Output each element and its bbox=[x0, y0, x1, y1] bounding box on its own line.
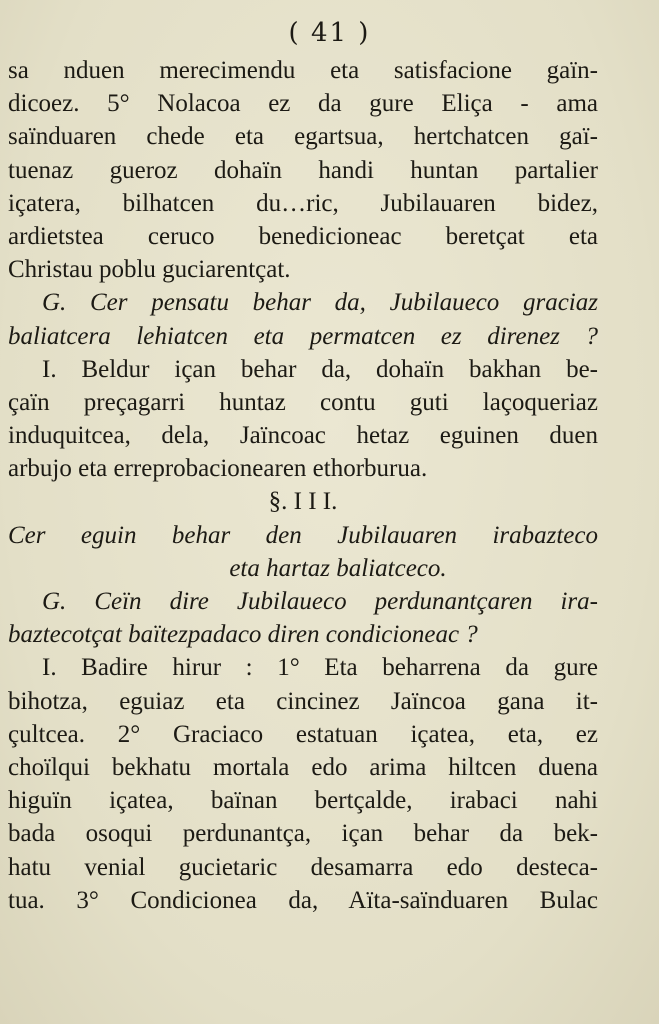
question-line: baztecotçat baïtezpadaco diren condicioneac ? bbox=[8, 621, 478, 649]
text-line: saïnduaren chede eta egartsua, hertchatcen gaï- bbox=[8, 123, 598, 151]
text-line: içatera, bilhatcen du…ric, Jubilauaren bidez, bbox=[8, 189, 598, 217]
page-number: ( 41 ) bbox=[288, 18, 371, 48]
text-line: tua. 3° Condicionea da, Aïta-saïnduaren Bulac bbox=[8, 886, 598, 914]
text-line: ardietstea ceruco benedicioneac beretçat eta bbox=[8, 222, 598, 250]
text-line: hatu venial gucietaric desamarra edo desteca- bbox=[8, 853, 598, 881]
section-title: Cer eguin behar den Jubilauaren irabazteco bbox=[8, 521, 598, 549]
answer-line: I. Beldur içan behar da, dohaïn bakhan be- bbox=[42, 355, 598, 383]
page-body bbox=[8, 54, 598, 917]
text-line: tuenaz gueroz dohaïn handi huntan partalier bbox=[8, 156, 598, 184]
section-heading: §. I I I. bbox=[268, 488, 338, 516]
answer-line: I. Badire hirur : 1° Eta beharrena da gure bbox=[42, 654, 598, 682]
text-line: çaïn preçagarri huntaz contu guti laçoqueriaz bbox=[8, 388, 598, 416]
section-title: eta hartaz baliatceco. bbox=[229, 554, 447, 582]
text-line: çultcea. 2° Graciaco estatuan içatea, eta, ez bbox=[8, 720, 598, 748]
text-line: higuïn içatea, baïnan bertçalde, irabaci nahi bbox=[8, 787, 598, 815]
question-line: G. Ceïn dire Jubilaueco perdunantçaren ira- bbox=[42, 588, 598, 615]
text-line: sa nduen merecimendu eta satisfacione gaïn- bbox=[8, 57, 598, 84]
text-line: Christau poblu guciarentçat. bbox=[8, 256, 291, 284]
text-line: induquitcea, dela, Jaïncoac hetaz eguinen duen bbox=[8, 422, 598, 450]
question-line: G. Cer pensatu behar da, Jubilaueco graciaz bbox=[42, 289, 598, 317]
text-line: arbujo eta erreprobacionearen ethorburua. bbox=[8, 455, 428, 483]
text-line: bihotza, eguiaz eta cincinez Jaïncoa gana it- bbox=[8, 687, 598, 715]
text-line: bada osoqui perdunantça, içan behar da bek- bbox=[8, 820, 598, 848]
text-line: choïlqui bekhatu mortala edo arima hiltcen duena bbox=[8, 753, 598, 781]
text-line: dicoez. 5° Nolacoa ez da gure Eliça - ama bbox=[8, 90, 598, 118]
question-line: baliatcera lehiatcen eta permatcen ez direnez ? bbox=[8, 322, 598, 350]
